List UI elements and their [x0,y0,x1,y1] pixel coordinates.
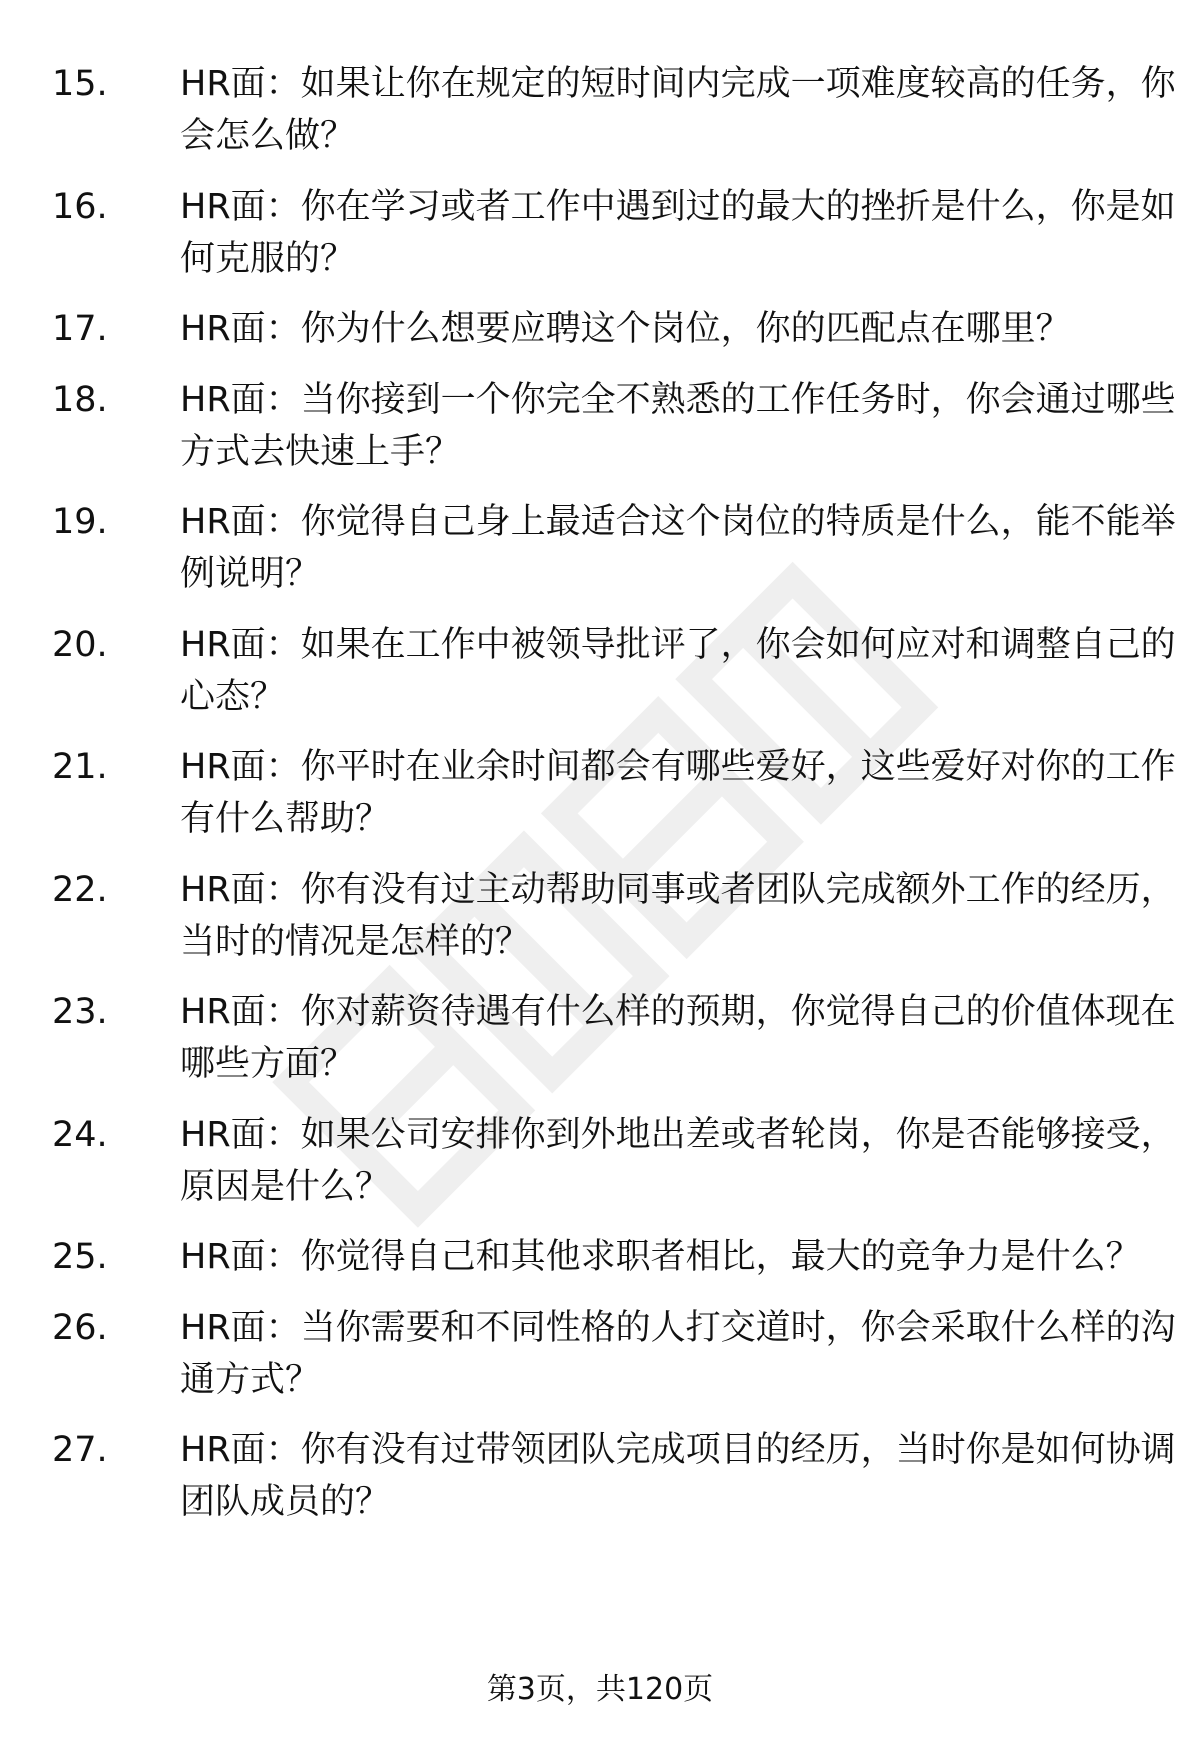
question-number: 22. [52,869,108,910]
list-item [0,58,1200,162]
page-footer [0,1670,1200,1710]
list-item [0,496,1200,600]
list-item [0,1302,1200,1406]
question-text: HR面：你觉得自己和其他求职者相比，最大的竞争力是什么？ [180,1237,1141,1277]
question-text: HR面：你有没有过主动帮助同事或者团队完成额外工作的经历，当时的情况是怎样的？ [180,869,1176,962]
page-number-label: 第3页，共120页 [486,1672,714,1707]
question-number: 20. [52,624,108,665]
question-text: HR面：当你需要和不同性格的人打交道时，你会采取什么样的沟通方式？ [180,1307,1176,1400]
list-item [0,181,1200,285]
list-item [0,374,1200,478]
list-item [0,1109,1200,1213]
list-item [0,1424,1200,1528]
question-number: 26. [52,1307,108,1348]
question-number: 16. [52,186,108,227]
question-number: 27. [52,1430,108,1470]
list-item [0,1231,1200,1283]
question-text: HR面：当你接到一个你完全不熟悉的工作任务时，你会通过哪些方式去快速上手？ [180,379,1176,472]
question-text: HR面：如果公司安排你到外地出差或者轮岗，你是否能够接受，原因是什么？ [180,1114,1176,1207]
question-number: 24. [52,1114,108,1155]
question-text: HR面：你平时在业余时间都会有哪些爱好，这些爱好对你的工作有什么帮助？ [180,747,1176,839]
question-text: HR面：你觉得自己身上最适合这个岗位的特质是什么，能不能举例说明？ [180,502,1176,594]
question-list [0,58,1200,1547]
question-number: 23. [52,992,108,1032]
question-text: HR面：如果让你在规定的短时间内完成一项难度较高的任务，你会怎么做？ [180,64,1176,156]
question-number: 18. [52,379,108,420]
question-text: HR面：你为什么想要应聘这个岗位，你的匹配点在哪里？ [180,309,1071,349]
question-text: HR面：你对薪资待遇有什么样的预期，你觉得自己的价值体现在哪些方面？ [180,992,1176,1084]
question-number: 21. [52,747,108,787]
question-number: 19. [52,502,108,542]
question-text: HR面：你有没有过带领团队完成项目的经历，当时你是如何协调团队成员的？ [180,1430,1176,1522]
question-text: HR面：如果在工作中被领导批评了，你会如何应对和调整自己的心态？ [180,624,1176,717]
list-item [0,303,1200,355]
question-text: HR面：你在学习或者工作中遇到过的最大的挫折是什么，你是如何克服的？ [180,186,1176,279]
question-number: 25. [52,1237,108,1277]
question-number: 15. [52,64,108,104]
list-item [0,864,1200,968]
list-item [0,619,1200,723]
list-item [0,741,1200,845]
question-number: 17. [52,309,108,349]
list-item [0,986,1200,1090]
